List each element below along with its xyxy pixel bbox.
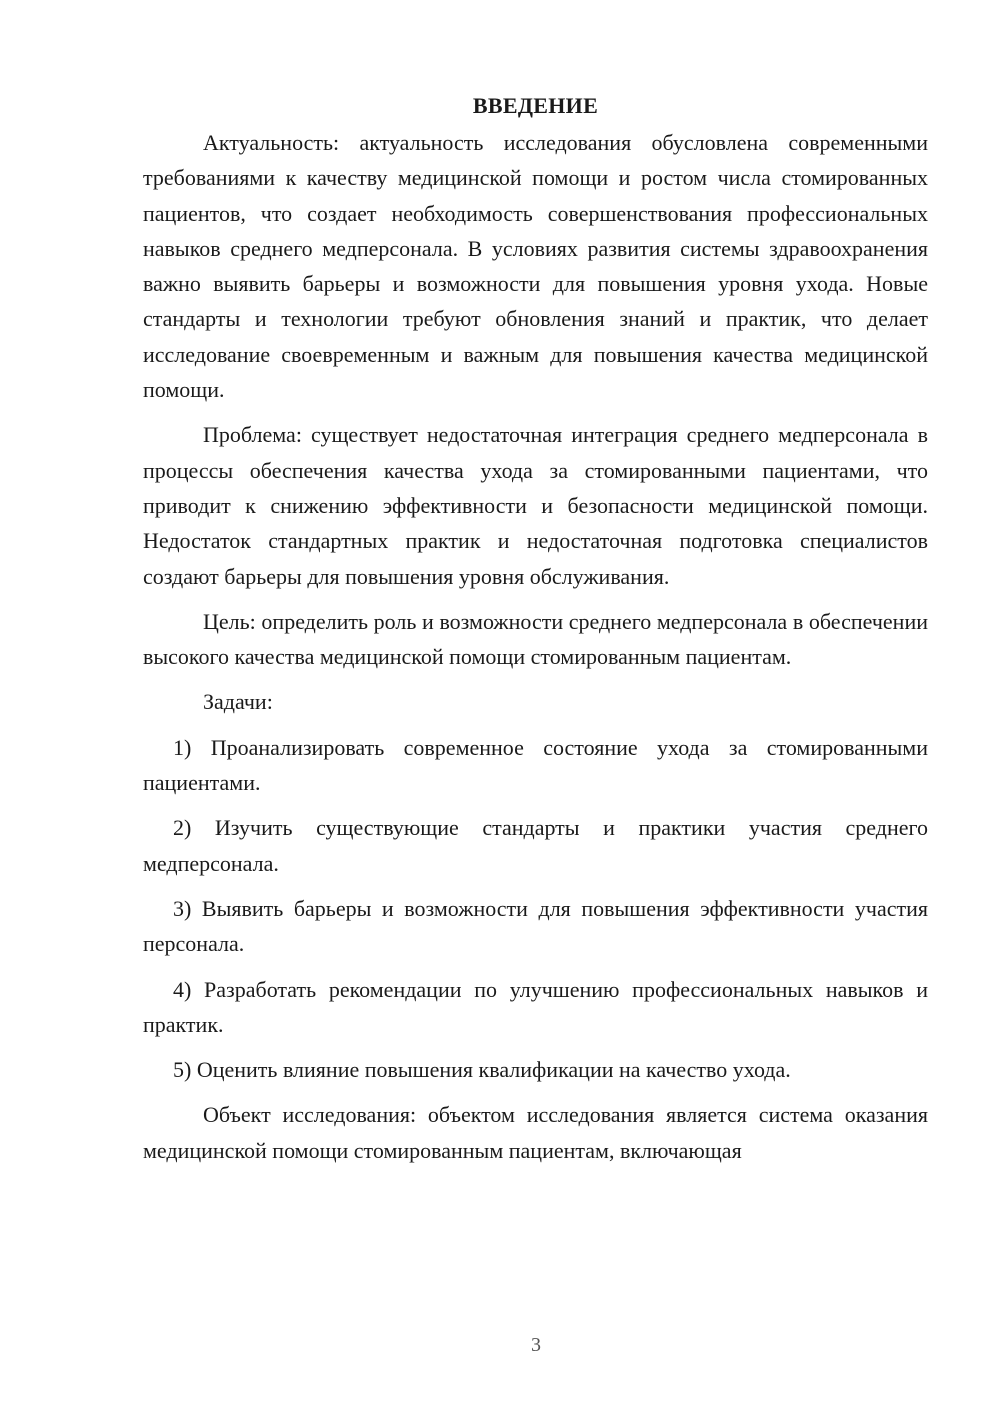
relevance-paragraph: Актуальность: актуальность исследования обусловлена современными требованиями к качеству медицинской помощи и ростом числа стомированных пациентов, что создает необходимость совершенствования профессиональных навыков среднего медперсонала. В условиях развития системы здравоохранения важно выявить барьеры и возможности для повышения уровня ухода. Новые стандарты и технологии требуют обновления знаний и практик, что делает исследование своевременным и важным для повышения качества медицинской помощи. bbox=[143, 130, 928, 403]
document-page bbox=[143, 88, 928, 1178]
task-item-3: 3) Выявить барьеры и возможности для повышения эффективности участия персонала. bbox=[143, 895, 928, 957]
page-number: 3 bbox=[531, 1334, 541, 1356]
task-item-1: 1) Проанализировать современное состояние ухода за стомированными пациентами. bbox=[143, 734, 928, 796]
task-item-5: 5) Оценить влияние повышения квалификации на качество ухода. bbox=[173, 1057, 791, 1083]
section-title: ВВЕДЕНИЕ bbox=[472, 93, 599, 118]
object-paragraph: Объект исследования: объектом исследования является система оказания медицинской помощи стомированным пациентам, включающая bbox=[143, 1102, 928, 1163]
task-item-2: 2) Изучить существующие стандарты и практики участия среднего медперсонала. bbox=[143, 815, 928, 876]
problem-paragraph: Проблема: существует недостаточная интеграция среднего медперсонала в процессы обеспечения качества ухода за стомированными пациентами, что приводит к снижению эффективности и безопасности медицинской помощи. Недостаток стандартных практик и недостаточная подготовка специалистов создают барьеры для повышения уровня обслуживания. bbox=[143, 422, 928, 589]
task-item-4: 4) Разработать рекомендации по улучшению профессиональных навыков и практик. bbox=[143, 976, 928, 1037]
goal-paragraph: Цель: определить роль и возможности среднего медперсонала в обеспечении высокого качества медицинской помощи стомированным пациентам. bbox=[143, 608, 928, 670]
tasks-heading: Задачи: bbox=[203, 689, 273, 715]
